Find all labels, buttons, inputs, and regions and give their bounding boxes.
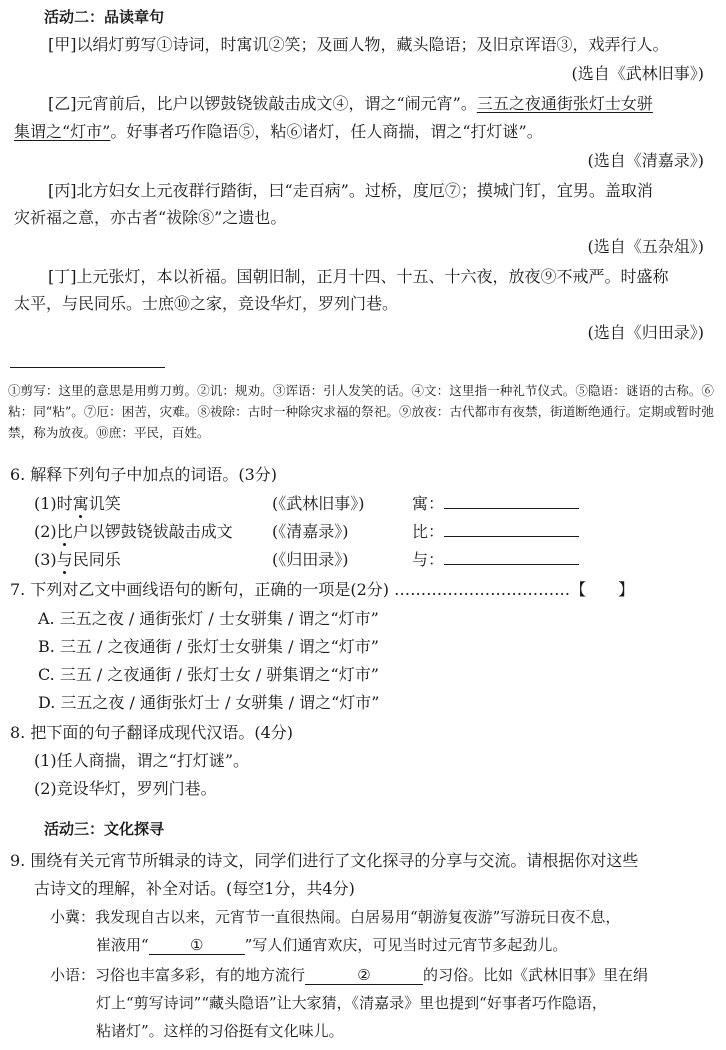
activity3-heading: 活动三：文化探寻 (44, 820, 165, 838)
passage-yi-line1-text: [乙]元宵前后，比户以锣鼓铙钹敲击成文④，谓之“闹元宵”。 (48, 94, 477, 113)
q6-item-2-answer (412, 519, 579, 542)
q7-option-d[interactable]: D. 三五之夜 / 通街张灯士 / 女骈集 / 谓之“灯市” (38, 693, 380, 712)
passage-yi-line2 (14, 121, 543, 143)
passage-yi-source: (选自《清嘉录》) (587, 151, 704, 170)
q6-item-1-post: 讥笑 (88, 494, 121, 513)
q7-option-c[interactable]: C. 三五 / 之夜通街 / 张灯士女 / 骈集谓之“灯市” (38, 665, 379, 684)
q8-item-2: (2)竞设华灯，罗列门巷。 (34, 779, 217, 798)
q6-item-3-answer (412, 547, 579, 570)
dialogue-xiaoyu-line1-post: 的习俗。比如《武林旧事》里在绢 (423, 966, 649, 984)
dialogue-xiaoyu-line1-pre: 小语：习俗也丰富多彩，有的地方流行 (50, 966, 306, 984)
q6-item-2-post: 户以锣鼓铙钹敲击成文 (72, 522, 233, 541)
q9-blank-1[interactable]: ① (149, 936, 245, 955)
q6-item-1-blank[interactable] (444, 494, 579, 509)
dialogue-xiaoji-line2-pre: 崔液用“ (96, 936, 149, 954)
q8-stem: 8. 把下面的句子翻译成现代汉语。(4分) (10, 723, 294, 742)
passage-bing-line2: 灾祈福之意，亦古者“祓除⑧”之遗也。 (14, 208, 287, 227)
passage-yi-line1 (48, 93, 653, 115)
q9-stem-line1: 9. 围绕有关元宵节所辑录的诗文，同学们进行了文化探寻的分享与交流。请根据你对这些 (10, 851, 639, 870)
passage-jia-source: (选自《武林旧事》) (571, 64, 704, 83)
q8-item-1: (1)任人商揣，谓之“打灯谜”。 (34, 751, 250, 770)
passage-bing-line1: [丙]北方妇女上元夜群行踏街，曰“走百病”。过桥，度厄⑦；摸城门钉，宜男。盖取消 (48, 181, 653, 200)
q6-item-1-dotted-word: 寓 (72, 494, 89, 513)
dialogue-xiaoji-line2-post: ”写人们通宵欢庆，可见当时过元宵节多起劲儿。 (244, 936, 568, 954)
passage-jia-line1: [甲]以绢灯剪写①诗词，时寓讥②笑；及画人物，藏头隐语；及旧京诨语③，戏弄行人。 (48, 35, 669, 54)
q6-item-3-number: (3) (34, 550, 57, 569)
q6-item-3-post: 民同乐 (72, 550, 121, 569)
q6-item-3 (34, 547, 121, 570)
q9-stem-line2: 古诗文的理解，补全对话。(每空1分，共4分) (34, 879, 355, 898)
q6-item-2-book: (《清嘉录》) (272, 522, 349, 541)
dialogue-xiaoyu-line3: 粘诸灯”。这样的习俗挺有文化味儿。 (96, 1022, 344, 1040)
q6-item-1-number: (1) (34, 494, 57, 513)
q7-stem: 7. 下列对乙文中画线语句的断句，正确的一项是(2分) ……………………………【 】 (10, 580, 635, 599)
footnote-divider (10, 367, 165, 368)
passage-yi-underlined-sentence-part2: 集谓之“灯市” (14, 122, 111, 141)
q6-item-2 (34, 519, 233, 542)
passage-ding-source: (选自《归田录》) (587, 323, 704, 342)
q6-item-1 (34, 491, 121, 514)
passage-ding-line1: [丁]上元张灯，本以祈福。国朝旧制，正月十四、十五、十六夜，放夜⑨不戒严。时盛称 (48, 267, 669, 286)
footnotes: ①剪写：这里的意思是用剪刀剪。②讥：规劝。③诨语：引人发笑的话。④文：这里指一种礼节仪式。⑤隐语：谜语的古称。⑥粘：同“粘”。⑦厄：困苦，灾难。⑧祓除：古时一种除灾求福的祭祀。⑨放夜：古代都市有夜禁，街道断绝通行。定期或暂时弛禁，称为放夜。⑩庶：平民，百姓。 (8, 383, 714, 440)
dialogue-xiaoyu-line1 (50, 964, 648, 985)
q7-option-a[interactable]: A. 三五之夜 / 通街张灯 / 士女骈集 / 谓之“灯市” (38, 609, 379, 628)
q6-item-1-pre: 时 (56, 494, 73, 513)
dialogue-xiaoji-line1: 小冀：我发现自古以来，元宵节一直很热闹。白居易用“朝游复夜游”写游玩日夜不息， (50, 908, 621, 926)
activity2-heading: 活动二：品读章句 (44, 8, 165, 26)
q6-item-1-answer (412, 491, 579, 514)
passage-ding-line2: 太平，与民同乐。士庶⑩之家，竞设华灯，罗列门巷。 (14, 294, 399, 313)
q6-item-3-word: 与： (412, 550, 445, 569)
q6-item-2-word: 比： (412, 522, 445, 541)
q6-item-1-book: (《武林旧事》) (272, 494, 365, 513)
dialogue-xiaoyu-line2: 灯上“剪写诗词”“藏头隐语”让大家猜，《清嘉录》里也提到“好事者巧作隐语， (96, 994, 607, 1012)
q6-item-3-book: (《归田录》) (272, 550, 349, 569)
passage-yi-underlined-sentence-part1: 三五之夜通街张灯士女骈 (476, 94, 653, 113)
q6-item-1-word: 寓： (412, 494, 445, 513)
q6-stem: 6. 解释下列句子中加点的词语。(3分) (10, 465, 278, 484)
q6-item-2-dotted-word: 比 (56, 522, 73, 541)
passage-bing-source: (选自《五杂俎》) (587, 237, 704, 256)
q6-item-3-blank[interactable] (444, 550, 579, 565)
q6-item-3-dotted-word: 与 (56, 550, 73, 569)
q6-item-2-blank[interactable] (444, 522, 579, 537)
q9-blank-2[interactable]: ② (305, 966, 423, 985)
passage-yi-line2-text: 。好事者巧作隐语⑤，粘⑥诸灯，任人商揣，谓之“打灯谜”。 (110, 122, 543, 141)
q6-item-2-number: (2) (34, 522, 57, 541)
dialogue-xiaoji-line2 (96, 934, 567, 955)
q7-option-b[interactable]: B. 三五 / 之夜通街 / 张灯士女骈集 / 谓之“灯市” (38, 637, 379, 656)
